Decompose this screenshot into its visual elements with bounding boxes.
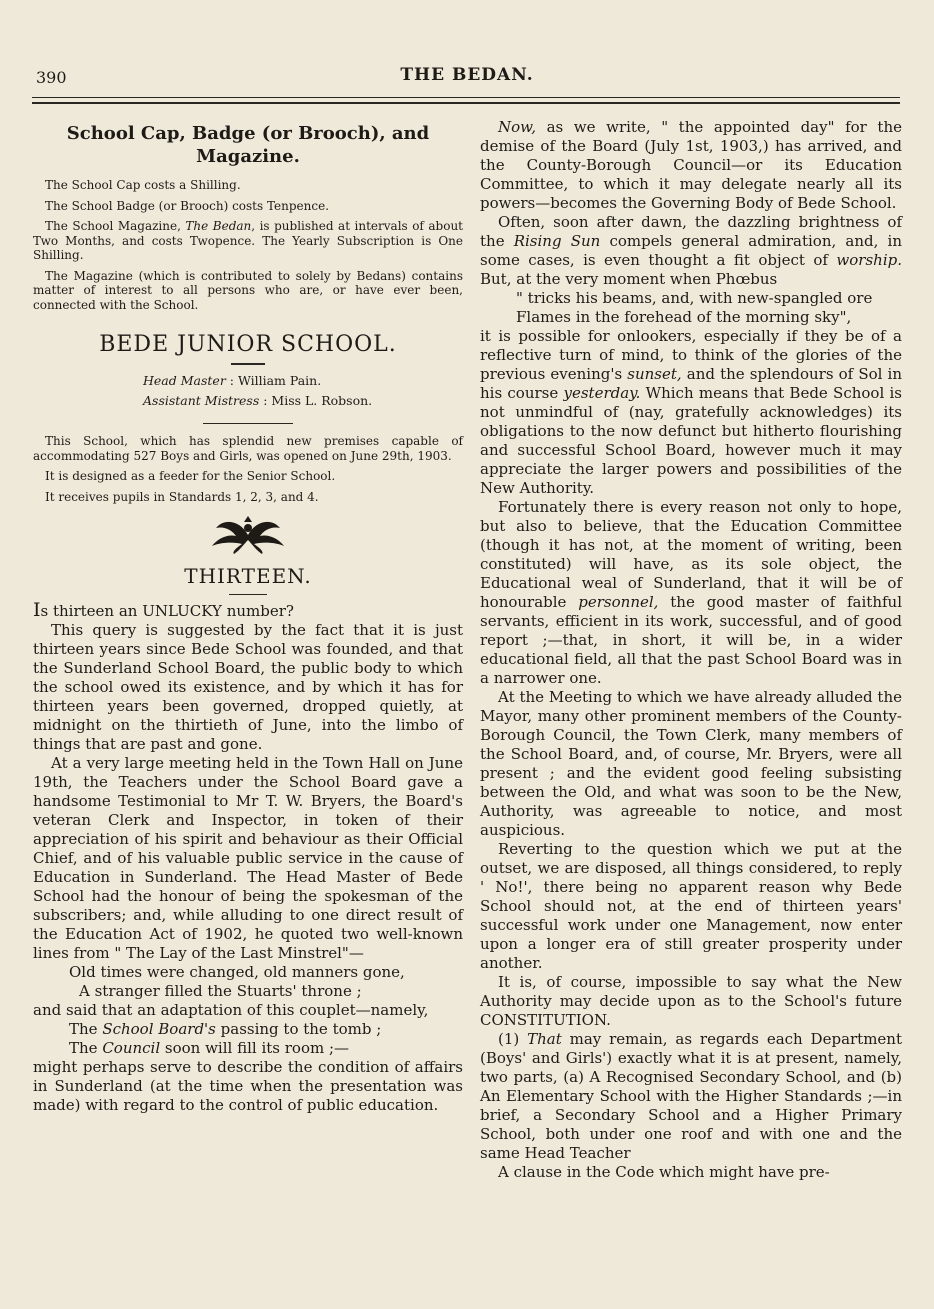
section-rule — [203, 423, 293, 424]
notice-magazine: The School Magazine, The Bedan, is published at intervals of about Two Months, and costs Twopence. The Yearly Subscription is One Shilling. — [33, 219, 464, 262]
article-paragraph: it is possible for onlookers, especially if they be of a reflective turn of mind, to think of the glories of the previous evening's sunset, and the splendours of Sol in his course yesterday. Which means that Bede School is not unmindful of (nay, gratefully acknowledges) its obligations to the now defunct but hitherto flourishing and successful School Board, however much it may appreciate the larger powers and possibilities of the New Authority. — [480, 327, 902, 497]
notice-cap: The School Cap costs a Shilling. — [45, 178, 241, 192]
verse-line: Old times were changed, old manners gone, — [69, 963, 405, 981]
verse-line: Flames in the forehead of the morning sky", — [516, 308, 852, 326]
left-column — [33, 118, 463, 1115]
junior-premises: This School, which has splendid new premises capable of accommodating 527 Boys and Girls, was opened on June 29th, 1903. — [33, 434, 463, 463]
article-paragraph: This query is suggested by the fact that it is just thirteen years since Bede School was founded, and that the Sunderland School Board, the public body to which the school owed its existence, and by which it has for thirteen years been governed, dropped quietly, at midnight on the thirtieth of June, into the limbo of things that are past and gone. — [33, 621, 463, 753]
short-rule — [231, 363, 265, 365]
verse-line: A stranger filled the Stuarts' throne ; — [79, 982, 362, 1000]
article-paragraph: and said that an adaptation of this couplet—namely, — [33, 1001, 429, 1019]
junior-text — [33, 434, 463, 504]
header-rule — [32, 97, 900, 98]
floral-ornament-icon — [33, 514, 463, 560]
verse-line: The School Board's passing to the tomb ; — [69, 1020, 382, 1038]
article-paragraph: Fortunately there is every reason not only to hope, but also to believe, that the Education Committee (though it has not, at the moment of writing, been constituted) will have, as its sole object, the Educational weal of Sunderland, that it will be of honourable personnel, the good master of faithful servants, efficient in its work, successful, and of good report ;—that, in short, it will be, in a wider educational field, all that the past School Board was in a narrower one. — [480, 498, 902, 687]
junior-feeder: It is designed as a feeder for the Senior School. — [45, 469, 336, 483]
notice-contents: The Magazine (which is contributed to solely by Bedans) contains matter of interest to all persons who are, or have ever been, connected with the School. — [33, 268, 463, 312]
staff-list — [143, 371, 463, 411]
article-heading: THIRTEEN. — [184, 564, 312, 588]
verse-line: " tricks his beams, and, with new-spangled ore — [516, 289, 873, 307]
article-paragraph: Often, soon after dawn, the dazzling brightness of the Rising Sun compels general admiration, and, in some cases, is even thought a fit object of worship. But, at the very moment when Phœbus — [480, 213, 902, 288]
running-title: THE BEDAN. — [400, 65, 534, 85]
assistant-mistress: Assistant Mistress : Miss L. Robson. — [143, 393, 373, 408]
article-opening: Is thirteen an UNLUCKY number? — [33, 599, 294, 621]
article-paragraph: It is, of course, impossible to say what the New Authority may decide upon as to the School's future CONSTITUTION. — [480, 973, 902, 1029]
article-paragraph: (1) That may remain, as regards each Department (Boys' and Girls') exactly what it is at present, namely, two parts, (a) A Recognised Secondary School, and (b) An Elementary School with the Higher Standards ;—in brief, a Secondary School and a Higher Primary School, both under one roof and with one and the same Head Teacher — [480, 1030, 902, 1162]
article-paragraph: A clause in the Code which might have pre- — [498, 1163, 830, 1181]
article-paragraph: might perhaps serve to describe the condition of affairs in Sunderland (at the time when the presentation was made) with regard to the control of public education. — [33, 1058, 463, 1114]
article-paragraph: Reverting to the question which we put at the outset, we are disposed, all things considered, to reply ' No!', there being no apparent reason why Bede School should not, at the end of thirteen years' successful work under one Management, now enter upon a longer era of still greater prosperity under another. — [480, 840, 902, 972]
junior-standards: It receives pupils in Standards 1, 2, 3, and 4. — [45, 489, 319, 504]
junior-heading: BEDE JUNIOR SCHOOL. — [99, 332, 397, 357]
article-paragraph: At the Meeting to which we have already alluded the Mayor, many other prominent members of the County-Borough Council, the Town Clerk, many members of the School Board, and, of course, Mr. Bryers, were all present ; and the evident good feeling subsisting between the Old, and what was soon to be the New, Authority, was agreeable to notice, and most auspicious. — [480, 688, 902, 839]
verse-line: The Council soon will fill its room ;— — [69, 1039, 350, 1057]
article-paragraph: Now, as we write, " the appointed day" for the demise of the Board (July 1st, 1903,) has arrived, and the County-Borough Council—or its Education Committee, to which it may delegate nearly all its powers—becomes the Governing Body of Bede School. — [480, 118, 902, 212]
short-rule — [229, 594, 267, 595]
head-master: Head Master : William Pain. — [143, 373, 322, 388]
page-number: 390 — [36, 68, 67, 87]
header-rule-thick — [32, 102, 900, 104]
right-column — [480, 118, 902, 1182]
notice-badge: The School Badge (or Brooch) costs Tenpence. — [45, 198, 330, 213]
article-right-text — [480, 118, 902, 1182]
article-paragraph: At a very large meeting held in the Town Hall on June 19th, the Teachers under the School Board gave a handsome Testimonial to Mr T. W. Bryers, the Board's veteran Clerk and Inspector, in token of their appreciation of his spirit and behaviour as their Official Chief, and of his valuable public service in the cause of Education in Sunderland. The Head Master of Bede School had the honour of being the spokesman of the subscribers; and, while alluding to one direct result of the Education Act of 1902, he quoted two well-known lines from " The Lay of the Last Minstrel"— — [33, 754, 463, 962]
notice-heading: School Cap, Badge (or Brooch), and Magazine. — [66, 123, 430, 167]
notice-text — [33, 178, 463, 312]
article-left-text — [33, 601, 463, 1115]
